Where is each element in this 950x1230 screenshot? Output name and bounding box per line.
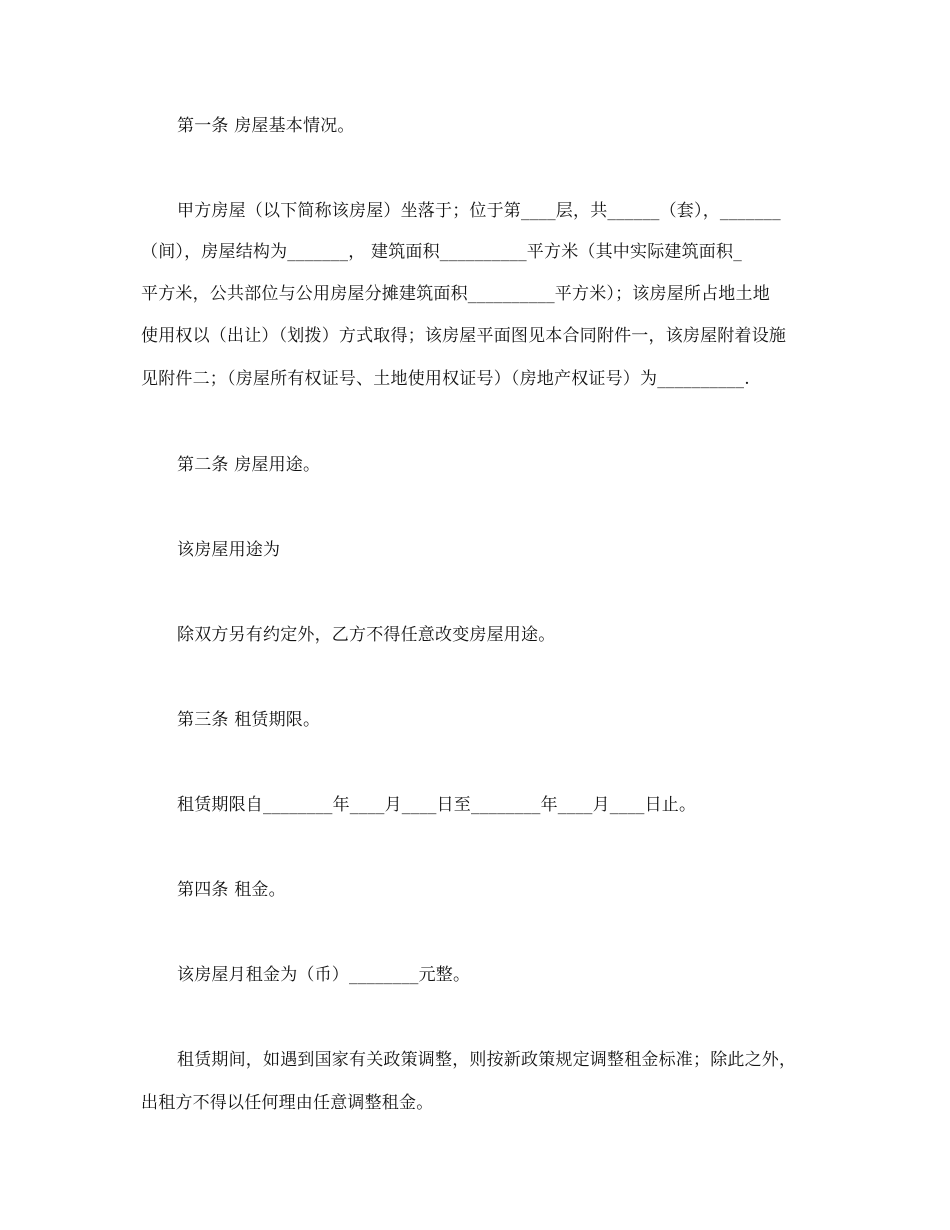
article-1-line-2: （间），房屋结构为_______， 建筑面积__________平方米（其中实际建筑面积_ xyxy=(141,242,742,262)
article-4-monthly-rent: 该房屋月租金为（币）________元整。 xyxy=(177,965,471,985)
article-1-heading: 第一条 房屋基本情况。 xyxy=(177,116,355,136)
article-4-heading: 第四条 租金。 xyxy=(177,880,286,900)
article-1-line-5: 见附件二；（房屋所有权证号、土地使用权证号）（房地产权证号）为__________. xyxy=(141,369,750,389)
article-2-usage: 该房屋用途为 xyxy=(177,540,281,560)
article-2-restriction: 除双方另有约定外，乙方不得任意改变房屋用途。 xyxy=(177,625,556,645)
article-2-heading: 第二条 房屋用途。 xyxy=(177,455,321,475)
article-1-line-1: 甲方房屋（以下简称该房屋）坐落于；位于第____层，共______（套），_______ xyxy=(177,201,781,221)
article-4-adjustment-line-2: 出租方不得以任何理由任意调整租金。 xyxy=(141,1093,434,1113)
article-3-term: 租赁期限自________年____月____日至________年____月____日止。 xyxy=(177,795,697,815)
article-1-line-3: 平方米，公共部位与公用房屋分摊建筑面积__________平方米）；该房屋所占地土地 xyxy=(141,284,770,304)
article-1-line-4: 使用权以（出让）（划拨）方式取得；该房屋平面图见本合同附件一，该房屋附着设施 xyxy=(141,326,787,346)
article-3-heading: 第三条 租赁期限。 xyxy=(177,710,321,730)
article-4-adjustment-line-1: 租赁期间，如遇到国家有关政策调整，则按新政策规定调整租金标准；除此之外， xyxy=(177,1050,797,1070)
